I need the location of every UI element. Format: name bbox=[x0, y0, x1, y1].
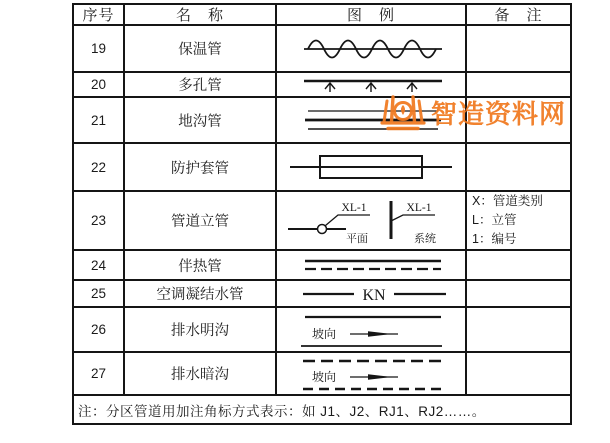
row-20-symbol-cell bbox=[277, 73, 467, 98]
row-21-no: 21 bbox=[74, 98, 125, 144]
protective-sleeve-icon bbox=[278, 144, 464, 190]
row-25-remark bbox=[467, 281, 570, 308]
riser-pipe-icon bbox=[278, 192, 464, 249]
row-27-name: 排水暗沟 bbox=[125, 353, 277, 396]
row-23-name: 管道立管 bbox=[125, 192, 277, 251]
row-26-no: 26 bbox=[74, 308, 125, 353]
header-remark: 备 注 bbox=[467, 5, 570, 26]
row-19-name: 保温管 bbox=[125, 26, 277, 73]
condensate-pipe-icon bbox=[278, 281, 464, 306]
row-27-remark bbox=[467, 353, 570, 396]
row-25-name: 空调凝结水管 bbox=[125, 281, 277, 308]
row-19-no: 19 bbox=[74, 26, 125, 73]
row-24-no: 24 bbox=[74, 251, 125, 281]
heat-traced-pipe-icon bbox=[278, 251, 464, 279]
row-19-remark bbox=[467, 26, 570, 73]
row-21-symbol-cell bbox=[277, 98, 467, 144]
pipe-legend-table bbox=[72, 3, 572, 425]
row-27-symbol-cell bbox=[277, 353, 467, 396]
riser-plan-circle-icon bbox=[318, 225, 327, 234]
riser-system-caption: 系统 bbox=[414, 233, 436, 245]
row-21-remark bbox=[467, 98, 570, 144]
row-24-symbol-cell bbox=[277, 251, 467, 281]
row-26-remark bbox=[467, 308, 570, 353]
row-24-name: 伴热管 bbox=[125, 251, 277, 281]
row-27-no: 27 bbox=[74, 353, 125, 396]
remark-line-x: X：管道类别 bbox=[472, 194, 543, 208]
covered-drain-ditch-icon bbox=[278, 353, 464, 394]
row-22-symbol-cell bbox=[277, 144, 467, 192]
remark-line-l: L：立管 bbox=[472, 213, 517, 227]
remark-line-1: 1：编号 bbox=[472, 232, 517, 246]
row-20-no: 20 bbox=[74, 73, 125, 98]
table-footnote: 注：分区管道用加注角标方式表示：如 J1、J2、RJ1、RJ2……。 bbox=[78, 403, 486, 419]
row-22-remark bbox=[467, 144, 570, 192]
condensate-pipe-label: KN bbox=[362, 287, 386, 304]
header-symbol: 图 例 bbox=[277, 5, 467, 26]
row-23-no: 23 bbox=[74, 192, 125, 251]
slope-arrow-icon bbox=[350, 374, 398, 380]
up-arrow-icon bbox=[325, 83, 417, 92]
header-seq: 序号 bbox=[74, 5, 125, 26]
row-24-remark bbox=[467, 251, 570, 281]
trench-pipe-icon bbox=[278, 98, 464, 142]
row-22-name: 防护套管 bbox=[125, 144, 277, 192]
row-26-symbol-cell bbox=[277, 308, 467, 353]
riser-plan-caption: 平面 bbox=[346, 233, 368, 245]
riser-system-tag: XL-1 bbox=[406, 202, 432, 214]
open-drain-ditch-icon bbox=[278, 308, 464, 351]
row-22-no: 22 bbox=[74, 144, 125, 192]
row-23-remark bbox=[467, 192, 570, 251]
row-19-symbol-cell bbox=[277, 26, 467, 73]
row-26-name: 排水明沟 bbox=[125, 308, 277, 353]
slope-arrow-icon bbox=[350, 331, 398, 337]
riser-plan-tag: XL-1 bbox=[341, 202, 367, 214]
row-25-no: 25 bbox=[74, 281, 125, 308]
wavy-line-insulated-pipe-icon bbox=[278, 26, 464, 71]
row-25-symbol-cell bbox=[277, 281, 467, 308]
header-name: 名 称 bbox=[125, 5, 277, 26]
perforated-pipe-icon bbox=[278, 73, 464, 96]
row-20-remark bbox=[467, 73, 570, 98]
slope-label-26: 坡向 bbox=[312, 327, 337, 341]
row-20-name: 多孔管 bbox=[125, 73, 277, 98]
row-21-name: 地沟管 bbox=[125, 98, 277, 144]
watermark-text: 智造资料网 bbox=[431, 98, 567, 129]
slope-label-27: 坡向 bbox=[312, 370, 337, 384]
row-23-symbol-cell bbox=[277, 192, 467, 251]
